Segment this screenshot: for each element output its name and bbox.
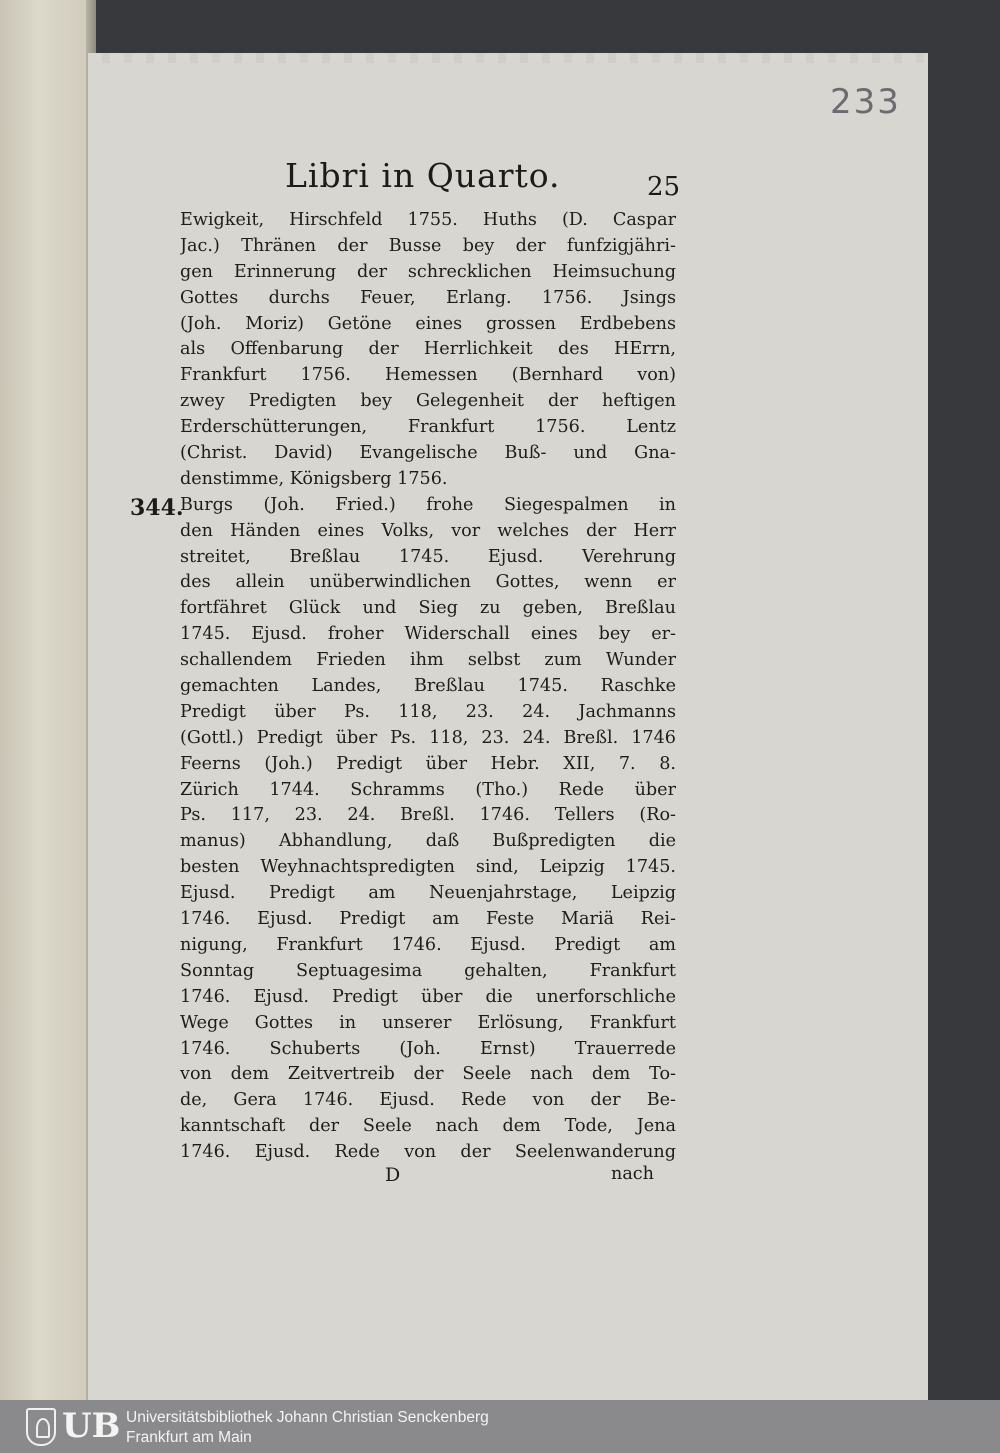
crest-icon (26, 1408, 56, 1446)
text-line: Feerns (Joh.) Predigt über Hebr. XII, 7. 8. (180, 753, 676, 774)
text-line: von dem Zeitvertreib der Seele nach dem To- (180, 1064, 676, 1085)
entry-number: 344. (130, 495, 184, 521)
text-line: denstimme, Königsberg 1756. (180, 468, 448, 489)
text-line: Zürich 1744. Schramms (Tho.) Rede über (180, 779, 676, 800)
text-line: fortfähret Glück und Sieg zu geben, Breßlau (180, 598, 676, 619)
page-number: 25 (647, 172, 681, 202)
text-line: als Offenbarung der Herrlichkeit des HErrn, (180, 339, 676, 360)
text-line: (Christ. David) Evangelische Buß- und Gna- (180, 443, 676, 464)
text-line: 1746. Ejusd. Rede von der Seelenwanderung (180, 1142, 676, 1163)
text-line: 1746. Ejusd. Predigt am Feste Mariä Rei- (180, 909, 676, 930)
text-line: Ejusd. Predigt am Neuenjahrstage, Leipzig (180, 883, 676, 904)
text-line: schallendem Frieden ihm selbst zum Wunder (180, 650, 676, 671)
library-footer-bar (0, 1400, 1000, 1453)
text-line: Burgs (Joh. Fried.) frohe Siegespalmen in (180, 494, 676, 515)
text-line: Jac.) Thränen der Busse bey der funfzigjähri- (180, 235, 676, 256)
running-head-title: Libri in Quarto. (285, 156, 561, 195)
text-line: zwey Predigten bey Gelegenheit der heftigen (180, 391, 676, 412)
text-line: Frankfurt 1756. Hemessen (Bernhard von) (180, 365, 676, 386)
text-line: kanntschaft der Seele nach dem Tode, Jena (180, 1116, 676, 1137)
logo-text: UB (62, 1406, 121, 1446)
text-line: besten Weyhnachtspredigten sind, Leipzig 1745. (180, 857, 676, 878)
text-line: manus) Abhandlung, daß Bußpredigten die (180, 831, 676, 852)
text-line: Gottes durchs Feuer, Erlang. 1756. Jsings (180, 287, 676, 308)
text-line: Ps. 117, 23. 24. Breßl. 1746. Tellers (Ro- (180, 805, 676, 826)
library-logo[interactable] (26, 1406, 121, 1446)
text-line: Sonntag Septuagesima gehalten, Frankfurt (180, 960, 676, 981)
catch-line (180, 1164, 676, 1192)
text-line: Wege Gottes in unserer Erlösung, Frankfurt (180, 1012, 676, 1033)
text-line: de, Gera 1746. Ejusd. Rede von der Be- (180, 1090, 676, 1111)
library-name-line2: Frankfurt am Main (126, 1429, 252, 1446)
catchword: nach (610, 1164, 654, 1184)
text-line: Erderschütterungen, Frankfurt 1756. Lentz (180, 417, 676, 438)
library-name-line1: Universitätsbibliothek Johann Christian Senckenberg (126, 1409, 489, 1426)
text-line: (Joh. Moriz) Getöne eines grossen Erdbebens (180, 313, 676, 334)
text-line: 1746. Ejusd. Predigt über die unerforschliche (180, 986, 676, 1007)
text-line: 1745. Ejusd. froher Widerschall eines bey er- (180, 624, 676, 645)
text-line: nigung, Frankfurt 1746. Ejusd. Predigt am (180, 934, 676, 955)
text-line: gen Erinnerung der schrecklichen Heimsuchung (180, 261, 676, 282)
body-text (180, 208, 676, 1166)
text-line: 1746. Schuberts (Joh. Ernst) Trauerrede (180, 1038, 676, 1059)
library-name (126, 1408, 489, 1448)
facing-page-edge (0, 0, 96, 1400)
text-line: Ewigkeit, Hirschfeld 1755. Huths (D. Caspar (180, 210, 676, 230)
text-line: gemachten Landes, Breßlau 1745. Raschke (180, 676, 676, 697)
text-line: streitet, Breßlau 1745. Ejusd. Verehrung (180, 546, 676, 567)
text-line: des allein unüberwindlichen Gottes, wenn er (180, 572, 676, 593)
text-line: den Händen eines Volks, vor welches der Herr (180, 520, 676, 541)
signature-mark: D (385, 1164, 401, 1186)
text-line: Predigt über Ps. 118, 23. 24. Jachmanns (180, 701, 676, 722)
archive-pencil-mark: 233 (830, 82, 901, 122)
text-line: (Gottl.) Predigt über Ps. 118, 23. 24. Breßl. 1746 (180, 727, 676, 748)
